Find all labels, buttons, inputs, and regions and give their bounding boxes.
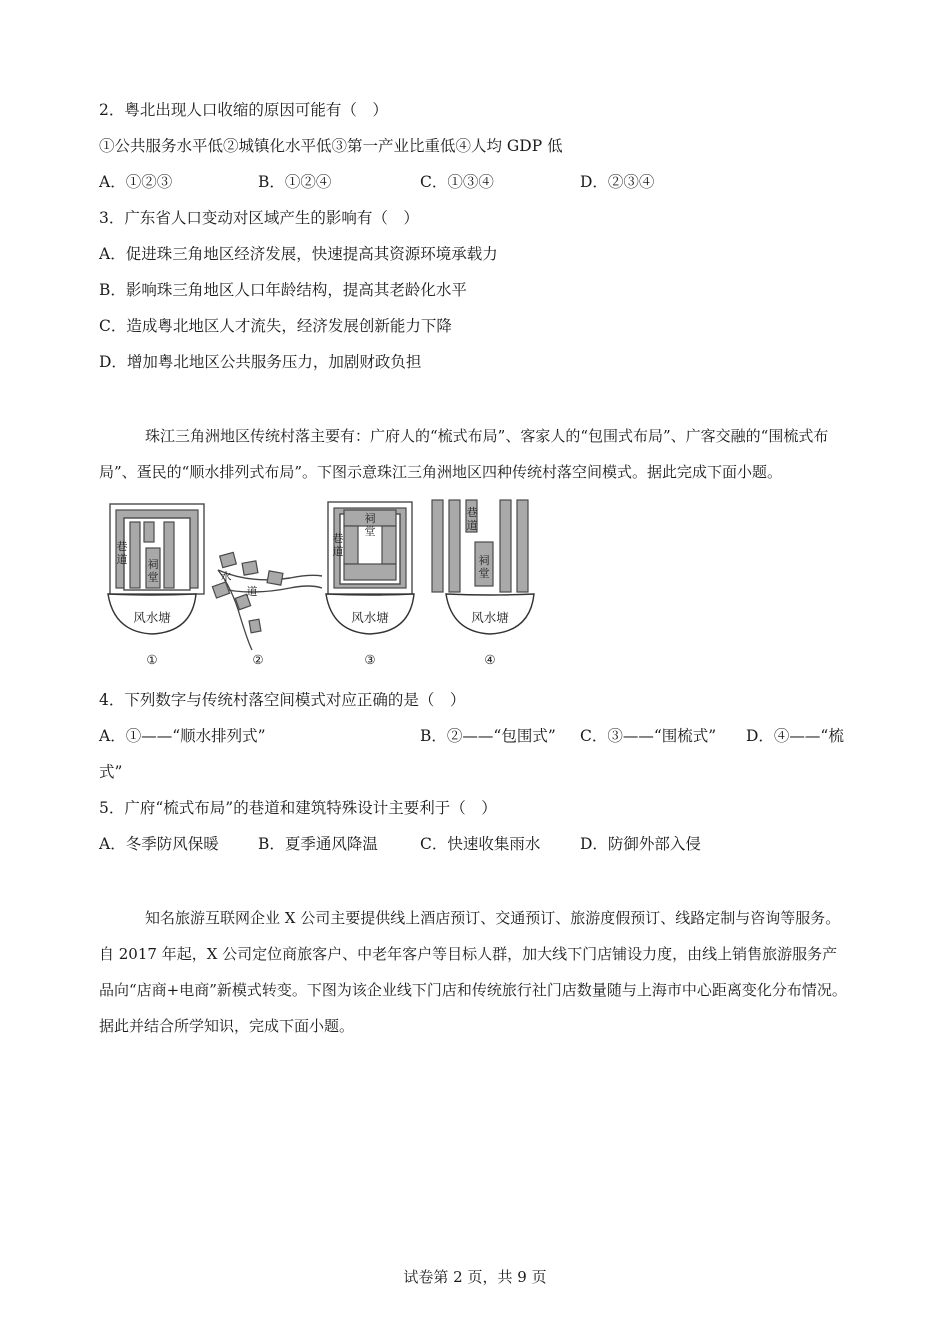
q4-stem: 4．下列数字与传统村落空间模式对应正确的是（ ） <box>99 691 466 709</box>
q3-option-c: C．造成粤北地区人才流失，经济发展创新能力下降 <box>99 317 452 335</box>
layout-4-comb-rows <box>432 500 534 667</box>
hall-label-1: 祠堂 <box>147 558 159 584</box>
q2-option-c: C．①③④ <box>420 173 494 191</box>
pond-label-1: 风水塘 <box>133 610 171 625</box>
page-footer: 试卷第 2 页，共 9 页 <box>403 1268 547 1286</box>
lane-label-3: 巷道 <box>332 532 344 558</box>
hall-label-4: 祠堂 <box>478 554 490 580</box>
q3-option-a: A．促进珠三角地区经济发展，快速提高其资源环境承载力 <box>99 245 498 263</box>
passage-villages <box>99 418 851 490</box>
water-label: 水 <box>220 570 232 583</box>
lane-label-1a: 巷道 <box>116 540 128 566</box>
q3-stem: 3．广东省人口变动对区域产生的影响有（ ） <box>99 209 419 227</box>
q4-option-c: C．③——“围梳式” <box>580 727 717 745</box>
figure-number-1: ① <box>146 652 158 667</box>
village-layout-figure <box>100 492 560 670</box>
passage-travel-company-text: 知名旅游互联网企业 X 公司主要提供线上酒店预订、交通预订、旅游度假预订、线路定制与咨询等服务。自 2017 年起，X 公司定位商旅客户、中老年客户等目标人群，加大线下门店铺设力度，由线上销售旅游服务产品向“店商+电商”新模式转变。下图为该企业线下门店和传统旅行社门店数量随与上海市中心距离变化分布情况。据此并结合所学知识，完成下面小题。 <box>99 909 847 1035</box>
q5-option-c: C．快速收集雨水 <box>420 835 541 853</box>
layout-1-comb <box>108 504 204 667</box>
q2-option-a: A．①②③ <box>99 173 173 191</box>
passage-travel-company <box>99 900 851 1044</box>
q4-option-b: B．②——“包围式” <box>420 727 556 745</box>
svg-text:祠堂 <box>148 558 159 584</box>
q4-option-d-continuation: 式” <box>99 763 123 781</box>
q2-stem: 2．粤北出现人口收缩的原因可能有（ ） <box>99 101 388 119</box>
way-label: 道 <box>246 585 258 598</box>
svg-text:巷道 <box>117 540 128 566</box>
layout-3-surround-comb <box>326 502 414 667</box>
q2-option-b: B．①②④ <box>258 173 332 191</box>
layout-2-riverside <box>212 552 322 667</box>
pond-label-4: 风水塘 <box>471 610 509 625</box>
hall-label-3: 祠堂 <box>364 512 376 538</box>
q5-option-a: A．冬季防风保暖 <box>99 835 219 853</box>
pond-label-3: 风水塘 <box>351 610 389 625</box>
q2-option-d: D．②③④ <box>580 173 655 191</box>
lane-label-4: 巷道 <box>466 506 478 532</box>
q3-option-b: B．影响珠三角地区人口年龄结构，提高其老龄化水平 <box>99 281 467 299</box>
figure-number-2: ② <box>252 652 264 667</box>
passage-villages-text: 珠江三角洲地区传统村落主要有：广府人的“梳式布局”、客家人的“包围式布局”、广客交融的“围梳式布局”、疍民的“顺水排列式布局”。下图示意珠江三角洲地区四种传统村落空间模式。据此完成下面小题。 <box>99 427 829 481</box>
figure-number-4: ④ <box>484 652 496 667</box>
q2-statements: ①公共服务水平低②城镇化水平低③第一产业比重低④人均 GDP 低 <box>99 137 563 155</box>
q4-option-d: D．④——“梳 <box>746 727 844 745</box>
q5-option-b: B．夏季通风降温 <box>258 835 378 853</box>
q3-option-d: D．增加粤北地区公共服务压力，加剧财政负担 <box>99 353 422 371</box>
figure-number-3: ③ <box>364 652 376 667</box>
q5-stem: 5．广府“梳式布局”的巷道和建筑特殊设计主要利于（ ） <box>99 799 497 817</box>
q5-option-d: D．防御外部入侵 <box>580 835 701 853</box>
q4-option-a: A．①——“顺水排列式” <box>99 727 266 745</box>
